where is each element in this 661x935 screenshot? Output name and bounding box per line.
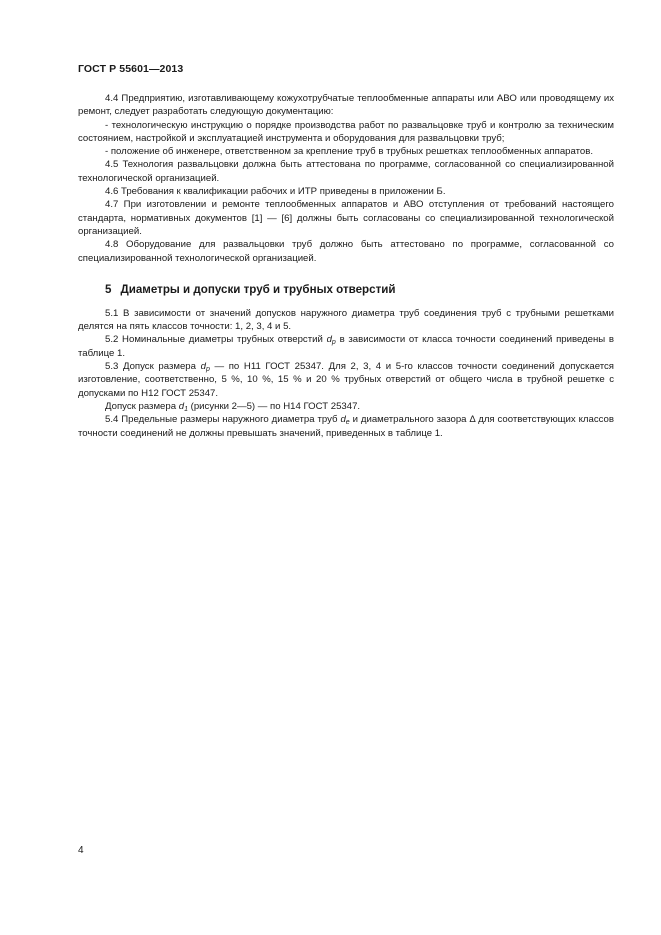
symbol-delta: Δ	[469, 414, 476, 426]
paragraph-5-2-text-a: 5.2 Номинальные диаметры трубных отверстий	[105, 334, 323, 346]
section-5-title: Диаметры и допуски труб и трубных отверстий	[120, 282, 396, 296]
page-number: 4	[78, 845, 84, 856]
paragraph-4-5: 4.5 Технология развальцовки должна быть аттестована по программе, согласованной со специализированной технологической организацией.	[78, 159, 614, 184]
paragraph-5-4	[78, 413, 614, 440]
paragraph-5-3	[78, 360, 614, 400]
paragraph-5-1: 5.1 В зависимости от значений допусков наружного диаметра труб соединения труб с трубными решетками делятся на пять классов точности: 1, 2, 3, 4 и 5.	[78, 307, 614, 333]
paragraph-5-3-text-a: 5.3 Допуск размера	[105, 361, 196, 373]
paragraph-5-4-text-a: 5.4 Предельные размеры наружного диаметра труб	[105, 414, 338, 426]
paragraph-5-3-tolerance-d1	[78, 400, 614, 413]
paragraph-5-4-text-b: и диаметрального зазора	[352, 414, 467, 426]
symbol-dp: $d_p$	[326, 334, 336, 347]
paragraph-5-2-text-b: в зависимости от класса точности соединений приведены в таблице 1.	[78, 334, 615, 359]
section-5-heading	[78, 282, 614, 298]
section-5-number: 5	[105, 282, 112, 296]
paragraph-4-7: 4.7 При изготовлении и ремонте теплообменных аппаратов и АВО отступления от требований настоящего стандарта, нормативных документов [1] — [6] должны быть согласованы со специализированной технологической организацией.	[78, 199, 614, 237]
symbol-d1: $d_1$	[178, 400, 188, 413]
paragraph-5-3-text-b: — по Н11 ГОСТ 25347. Для 2, 3, 4 и 5-го классов точности соединений допускается изготовление, соответственно, 5 %, 10 %, 15 % и 20 % трубных отверстий от общего числа в трубной решетке с допусками по Н12 ГОСТ 25347.	[78, 361, 614, 399]
paragraph-4-4-item-2: - положение об инженере, ответственном за крепление труб в трубных решетках теплообменных аппаратов.	[105, 146, 594, 158]
page-body	[78, 92, 614, 440]
paragraph-4-4: 4.4 Предприятию, изготавливающему кожухотрубчатые теплообменные аппараты или АВО или проводящему их ремонт, следует разработать следующую документацию:	[78, 93, 614, 118]
paragraph-5-3-c-text-b: (рисунки 2—5) — по Н14 ГОСТ 25347.	[190, 400, 361, 412]
symbol-de: $d_e$	[340, 414, 350, 427]
document-header: ГОСТ Р 55601—2013	[78, 63, 184, 75]
paragraph-5-3-c-text-a: Допуск размера	[105, 400, 177, 412]
paragraph-4-4-item-1: - технологическую инструкцию о порядке производства работ по развальцовке труб и контролю за техническим состоянием, настройкой и эксплуатацией инструмента и оборудования для развальцовки труб;	[78, 119, 614, 144]
paragraph-5-4-text-c: для соответствующих классов точности соединений не должны превышать значений, приведенных в таблице 1.	[78, 414, 614, 439]
symbol-dp: $d_p$	[200, 361, 210, 374]
paragraph-5-2	[78, 333, 614, 360]
paragraph-4-8: 4.8 Оборудование для развальцовки труб должно быть аттестовано по программе, согласованной со специализированной технологической организацией.	[78, 239, 614, 264]
paragraph-4-6: 4.6 Требования к квалификации рабочих и ИТР приведены в приложении Б.	[105, 186, 446, 198]
